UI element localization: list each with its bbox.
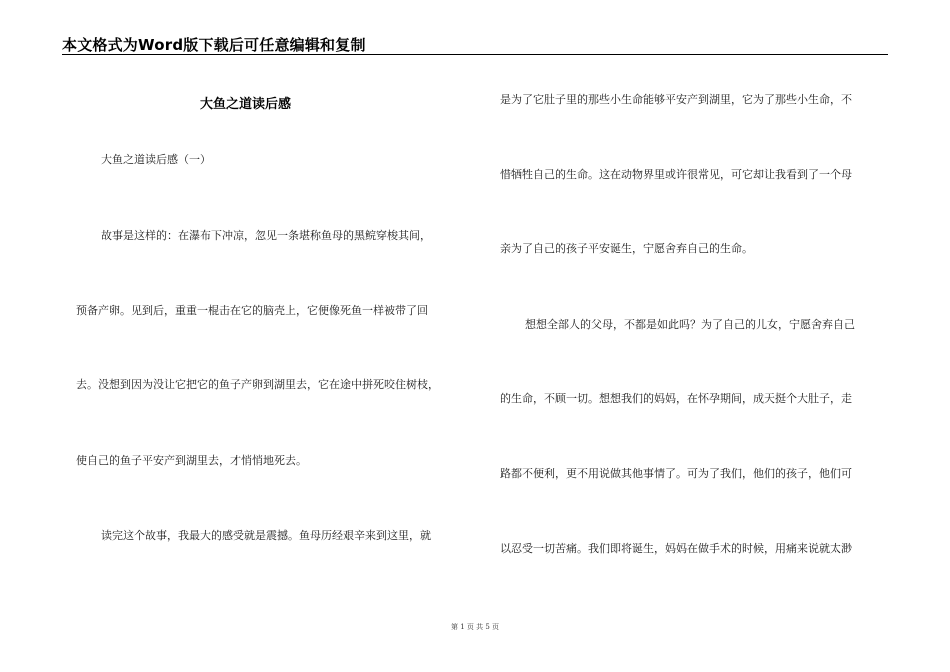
page-number: 第 1 页 共 5 页 xyxy=(450,623,500,631)
right-line-1: 惜牺牲自己的生命。这在动物界里或许很常见，可它却让我看到了一个母 xyxy=(500,168,852,181)
right-line-0: 是为了它肚子里的那些小生命能够平安产到湖里，它为了那些小生命，不 xyxy=(500,93,852,106)
left-line-0: 大鱼之道读后感（一） xyxy=(101,153,211,166)
left-line-1: 故事是这样的：在瀑布下冲凉，忽见一条堪称鱼母的黑鲩穿梭其间， xyxy=(101,229,431,242)
right-line-5: 路都不便利，更不用说做其他事情了。可为了我们，他们的孩子，他们可 xyxy=(500,467,852,480)
right-line-4: 的生命，不顾一切。想想我们的妈妈，在怀孕期间，成天挺个大肚子，走 xyxy=(500,392,852,405)
right-line-2: 亲为了自己的孩子平安诞生，宁愿舍弃自己的生命。 xyxy=(500,242,753,255)
right-line-6: 以忍受一切苦痛。我们即将诞生，妈妈在做手术的时候，用痛来说就太渺 xyxy=(500,542,852,555)
left-line-2: 预备产卵。见到后，重重一棍击在它的脑壳上，它便像死鱼一样被带了回 xyxy=(76,304,428,317)
left-line-4: 使自己的鱼子平安产到湖里去，才悄悄地死去。 xyxy=(76,454,307,467)
left-line-3: 去。没想到因为没让它把它的鱼子产卵到湖里去，它在途中拼死咬住树枝， xyxy=(76,378,439,391)
document-title: 大鱼之道读后感 xyxy=(200,97,292,112)
header-divider xyxy=(62,54,888,55)
left-line-5: 读完这个故事，我最大的感受就是震撼。鱼母历经艰辛来到这里，就 xyxy=(101,529,431,542)
right-line-3: 想想全部人的父母，不都是如此吗？为了自己的儿女，宁愿舍弃自己 xyxy=(525,318,855,331)
document-header-banner: 本文格式为Word版下载后可任意编辑和复制 xyxy=(62,36,366,54)
